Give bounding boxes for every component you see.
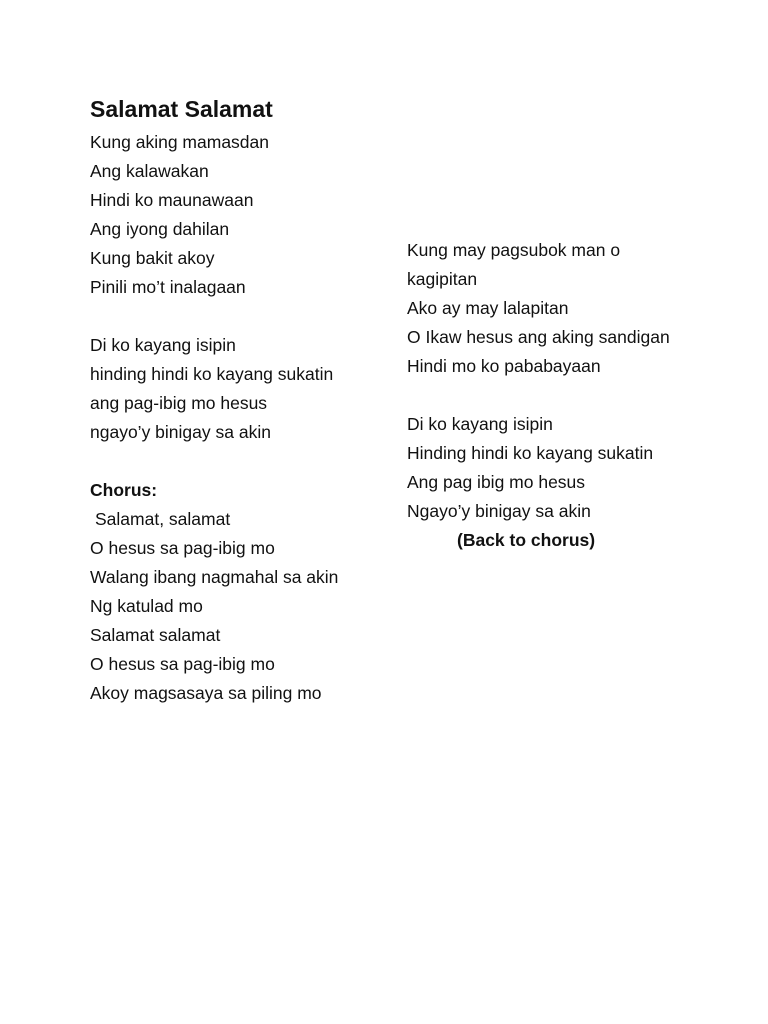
verse2-line-2: hinding hindi ko kayang sukatin xyxy=(90,364,334,384)
right-column xyxy=(407,236,727,555)
chorus-line-2: O hesus sa pag-ibig mo xyxy=(90,538,275,558)
verse4-line-4: Ngayo’y binigay sa akin xyxy=(407,501,591,521)
chorus-line-3: Walang ibang nagmahal sa akin xyxy=(90,567,339,587)
verse3-line-5: Hindi mo ko pababayaan xyxy=(407,356,601,376)
chorus-label: Chorus: xyxy=(90,480,158,500)
song-title: Salamat Salamat xyxy=(90,96,273,122)
chorus-line-7: Akoy magsasaya sa piling mo xyxy=(90,683,322,703)
verse1-line-5: Kung bakit akoy xyxy=(90,248,215,268)
verse1-line-1: Kung aking mamasdan xyxy=(90,132,269,152)
verse4-line-1: Di ko kayang isipin xyxy=(407,414,553,434)
verse2-line-3: ang pag-ibig mo hesus xyxy=(90,393,268,413)
chorus-line-6: O hesus sa pag-ibig mo xyxy=(90,654,275,674)
verse3-line-4: O Ikaw hesus ang aking sandigan xyxy=(407,327,670,347)
verse4-line-2: Hinding hindi ko kayang sukatin xyxy=(407,443,654,463)
verse2-line-1: Di ko kayang isipin xyxy=(90,335,236,355)
chorus-line-4: Ng katulad mo xyxy=(90,596,203,616)
verse2-line-4: ngayo’y binigay sa akin xyxy=(90,422,271,442)
stanza-gap xyxy=(407,381,727,410)
back-to-chorus-note: (Back to chorus) xyxy=(457,530,596,550)
verse1-line-6: Pinili mo’t inalagaan xyxy=(90,277,246,297)
verse3-line-1: Kung may pagsubok man o xyxy=(407,240,621,260)
verse1-line-2: Ang kalawakan xyxy=(90,161,209,181)
left-column xyxy=(90,128,390,708)
stanza-gap xyxy=(90,302,390,331)
verse4-line-3: Ang pag ibig mo hesus xyxy=(407,472,586,492)
verse3-line-2: kagipitan xyxy=(407,269,478,289)
verse1-line-3: Hindi ko maunawaan xyxy=(90,190,254,210)
chorus-line-5: Salamat salamat xyxy=(90,625,221,645)
verse1-line-4: Ang iyong dahilan xyxy=(90,219,230,239)
verse3-line-3: Ako ay may lalapitan xyxy=(407,298,569,318)
chorus-line-1: Salamat, salamat xyxy=(95,509,231,529)
stanza-gap xyxy=(90,447,390,476)
